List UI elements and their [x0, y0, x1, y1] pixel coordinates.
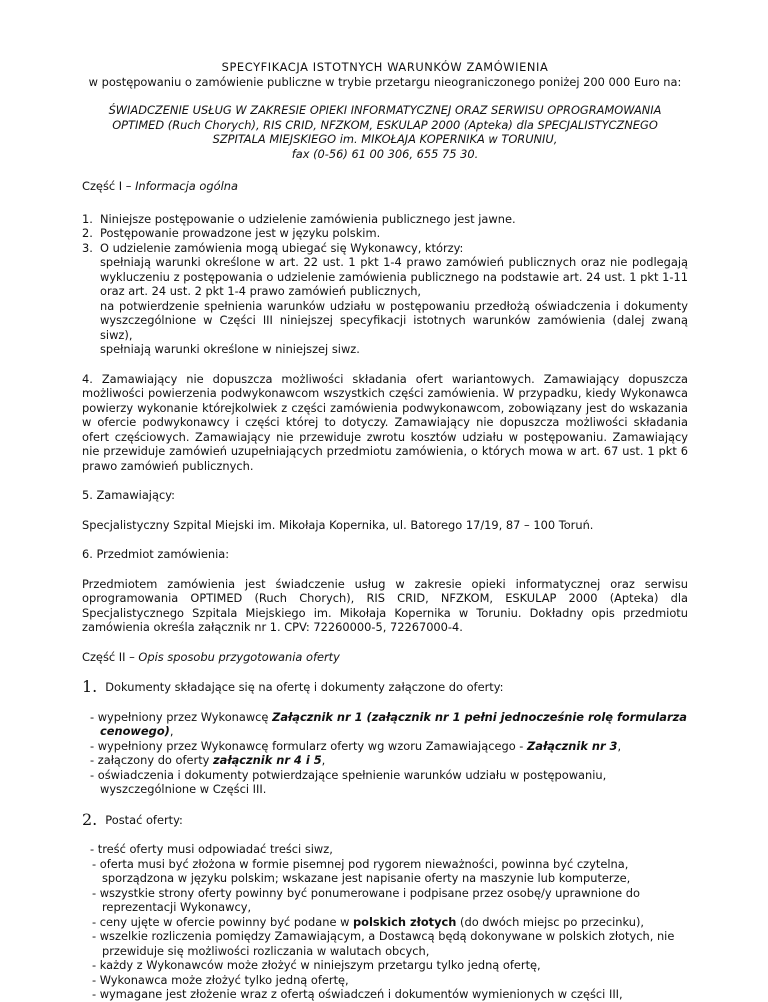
part-2-heading [82, 650, 688, 665]
list-item: - Wykonawca może złożyć tylko jedną ofertę, [92, 972, 349, 987]
item-number: 3. [82, 240, 93, 255]
point-4-paragraph: 4. Zamawiający nie dopuszcza możliwości składania ofert wariantowych. Zamawiający dopuszcza możliwości powierzenia podwykonawcom wszystkich części zamówienia. W przypadku, kiedy Wykonawca powierzy wykonanie którejkolwiek z części zamówienia podwykonawcom, zobowiązany jest do wskazania w ofercie podwykonawcy i części której to dotyczy. Zamawiający nie dopuszcza możliwości składania ofert częściowych. Zamawiający nie przewiduje zwrotu kosztów udziału w postępowaniu. Zamawiający nie przewiduje zamówień uzupełniających przedmiotu zamówienia, o których mowa w art. 67 ust. 1 pkt 6 prawo zamówień publicznych. [82, 371, 688, 473]
offer-form-list [82, 842, 688, 1002]
list-item: - wszelkie rozliczenia pomiędzy Zamawiającym, a Dostawcą będą dokonywane w polskich złotych, nie przewiduje się możliwości rozliczania w walutach obcych, [92, 929, 675, 958]
part-prefix: Część I – [82, 179, 136, 193]
point-6-text: Przedmiotem zamówienia jest świadczenie usług w zakresie opieki informatycznej oraz serwisu oprogramowania OPTIMED (Ruch Chorych), RIS CRID, NFZKOM, ESKULAP 2000 (Apteka) dla Specjalistycznego Szpitala Miejskiego im. Mikołaja Kopernika w Toruniu. Dokładny opis przedmiotu zamówienia określa załącznik nr 1. CPV: 72260000-5, 72267000-4. [82, 576, 688, 634]
procurement-subject [82, 103, 688, 161]
section-title: Postać oferty: [105, 812, 183, 827]
section-title: Dokumenty składające się na ofertę i dokumenty załączone do oferty: [105, 680, 504, 694]
sub-paragraph: spełniają warunki określone w niniejszej siwz. [100, 342, 360, 356]
section-2-heading [82, 809, 688, 829]
sub-paragraph: spełniają warunki określone w art. 22 ust. 1 pkt 1-4 prawo zamówień publicznych oraz nie podlegają wykluczeniu z postępowania o udzielenie zamówienia publicznego na podstawie art. 24 ust. 1 pkt 1-11 oraz art. 24 ust. 2 pkt 1-4 prawo zamówień publicznych, [100, 255, 688, 298]
list-item: - każdy z Wykonawców może złożyć w niniejszym przetargu tylko jedną ofertę, [92, 958, 541, 972]
part-title: Opis sposobu przygotowania oferty [138, 649, 340, 664]
document-subtitle: w postępowaniu o zamówienie publiczne w trybie przetargu nieograniczonego poniżej 200 000 Euro na: [88, 74, 682, 89]
list-item [82, 241, 688, 357]
list-item: - wszystkie strony oferty powinny być ponumerowane i podpisane przez osobę/y uprawnione do reprezentacji Wykonawcy, [92, 885, 641, 914]
document-title: SPECYFIKACJA ISTOTNYCH WARUNKÓW ZAMÓWIENIA [221, 60, 549, 74]
list-item: - załączony do oferty załącznik nr 4 i 5, [90, 753, 326, 767]
general-info-list [82, 212, 688, 357]
point-6-heading: 6. Przedmiot zamówienia: [82, 547, 230, 561]
part-title: Informacja ogólna [135, 179, 238, 193]
part-prefix: Część II – [82, 649, 139, 664]
document-page [82, 60, 688, 1002]
section-number: 2. [82, 809, 98, 829]
section-number: 1. [82, 677, 98, 696]
subject-line: ŚWIADCZENIE USŁUG W ZAKRESIE OPIEKI INFORMATYCZNEJ ORAZ SERWISU OPROGRAMOWANIA [108, 103, 662, 117]
list-item: - wypełniony przez Wykonawcę formularz oferty wg wzoru Zamawiającego - Załącznik nr 3, [90, 738, 622, 753]
part-1-heading [82, 179, 688, 194]
list-item [82, 226, 688, 241]
point-5-heading: 5. Zamawiający: [82, 488, 175, 502]
subject-line: OPTIMED (Ruch Chorych), RIS CRID, NFZKOM, ESKULAP 2000 (Apteka) dla SPECJALISTYCZNEGO [112, 117, 658, 132]
documents-list [82, 710, 688, 797]
list-item: - ceny ujęte w ofercie powinny być podane w polskich złotych (do dwóch miejsc po przecinku), [92, 914, 645, 929]
list-item: - wypełniony przez Wykonawcę Załącznik nr 1 (załącznik nr 1 pełni jednocześnie rolę formularza cenowego), [90, 709, 687, 738]
section-1-heading [82, 679, 688, 695]
sub-paragraph: na potwierdzenie spełnienia warunków udziału w postępowaniu przedłożą oświadczenia i dokumenty wyszczególnione w Części III niniejszej specyfikacji istotnych warunków zamówienia (dalej zwaną siwz), [100, 298, 688, 342]
item-text: O udzielenie zamówienia mogą ubiegać się Wykonawcy, którzy: [100, 240, 464, 255]
point-5-text: Specjalistyczny Szpital Miejski im. Mikołaja Kopernika, ul. Batorego 17/19, 87 – 100 Toruń. [82, 517, 594, 532]
list-item: - wymagane jest złożenie wraz z ofertą oświadczeń i dokumentów wymienionych w części III, [92, 987, 623, 1001]
list-item: - oferta musi być złożona w formie pisemnej pod rygorem nieważności, powinna być czytelna, sporządzona w języku polskim; wskazane jest napisanie oferty na maszynie lub komputerze, [92, 856, 631, 885]
list-item [82, 212, 688, 227]
item-number: 1. [82, 211, 93, 226]
item-text: Niniejsze postępowanie o udzielenie zamówienia publicznego jest jawne. [100, 211, 516, 226]
subject-line: SZPITALA MIEJSKIEGO im. MIKOŁAJA KOPERNIKA w TORUNIU, [212, 132, 558, 146]
list-item: - treść oferty musi odpowiadać treści siwz, [90, 842, 333, 856]
list-item: - oświadczenia i dokumenty potwierdzające spełnienie warunków udziału w postępowaniu, wyszczególnione w Części III. [90, 767, 607, 796]
subject-line: fax (0-56) 61 00 306, 655 75 30. [291, 146, 479, 161]
item-text: Postępowanie prowadzone jest w języku polskim. [100, 226, 381, 240]
item-number: 2. [82, 226, 93, 240]
